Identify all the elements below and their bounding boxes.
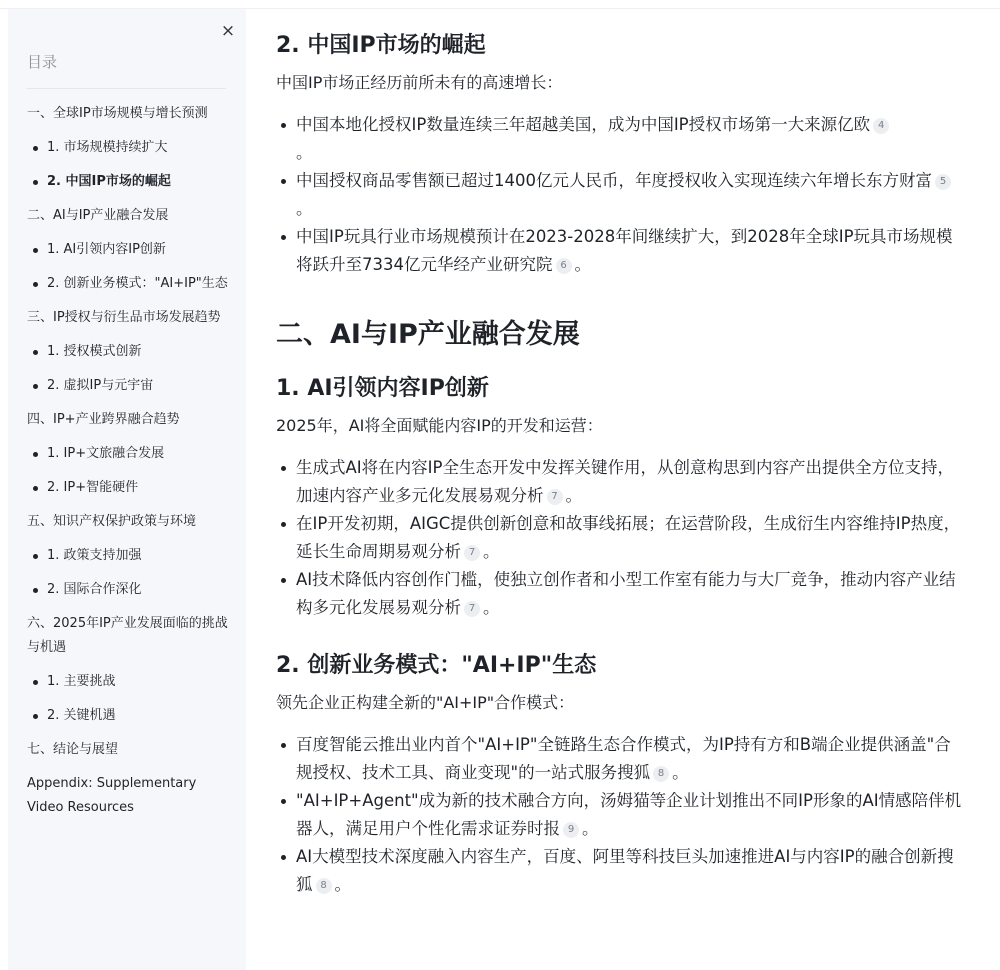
citation-badge[interactable]: 8 — [316, 878, 332, 894]
section-lead: 2025年，AI将全面赋能内容IP的开发和运营： — [276, 416, 603, 435]
list-item — [276, 454, 966, 510]
list-item-text: 在IP开发初期，AIGC提供创新创意和故事线拓展；在运营阶段，生成衍生内容维持IP热度，延长生命周期易观分析 — [296, 514, 961, 561]
toc-item-international-cooperation[interactable]: 2. 国际合作深化 — [27, 578, 232, 602]
list-item-tail: 。 — [296, 199, 313, 218]
close-icon[interactable]: × — [220, 21, 236, 41]
list-item-tail: 。 — [483, 542, 500, 561]
citation-badge[interactable]: 4 — [873, 118, 889, 134]
toc-item-section-7[interactable]: 七、结论与展望 — [27, 742, 119, 757]
toc-item-virtual-ip[interactable]: 2. 虚拟IP与元宇宙 — [27, 374, 232, 398]
list-item-text: 中国本地化授权IP数量连续三年超越美国，成为中国IP授权市场第一大来源亿欧 — [296, 115, 871, 134]
toc-item-appendix[interactable]: Appendix: Supplementary Video Resources — [27, 776, 197, 815]
toc-item-ip-hardware[interactable]: 2. IP+智能硬件 — [27, 476, 232, 500]
toc-sidebar — [8, 9, 246, 970]
list-item-text: AI大模型技术深度融入内容生产，百度、阿里等科技巨头加速推进AI与内容IP的融合创新搜狐 — [296, 847, 954, 894]
toc-item-section-5[interactable]: 五、知识产权保护政策与环境 — [27, 514, 197, 529]
list-item-text: 中国授权商品零售额已超过1400亿元人民币，年度授权收入实现连续六年增长东方财富 — [296, 171, 932, 190]
toc-item-section-4[interactable]: 四、IP+产业跨界融合趋势 — [27, 412, 180, 427]
toc-item-market-scale[interactable]: 1. 市场规模持续扩大 — [27, 136, 232, 160]
toc-divider — [27, 88, 226, 89]
bullet-list — [276, 454, 966, 622]
list-item-tail: 。 — [334, 875, 351, 894]
list-item — [276, 510, 966, 566]
citation-badge[interactable]: 7 — [464, 601, 480, 617]
toc-item-section-3[interactable]: 三、IP授权与衍生品市场发展趋势 — [27, 310, 221, 325]
toc-item-ai-content-ip[interactable]: 1. AI引领内容IP创新 — [27, 238, 232, 262]
citation-badge[interactable]: 5 — [935, 174, 951, 190]
list-item — [276, 566, 966, 622]
list-item — [276, 843, 966, 899]
list-item — [276, 731, 966, 787]
top-border — [0, 0, 1000, 9]
article-content — [276, 24, 966, 899]
section-heading-ai-ip-ecosystem: 2. 创新业务模式："AI+IP"生态 — [276, 653, 597, 678]
citation-badge[interactable]: 6 — [556, 258, 572, 274]
list-item — [276, 167, 966, 223]
list-item-text: 百度智能云推出业内首个"AI+IP"全链路生态合作模式，为IP持有方和B端企业提供涵盖"合规授权、技术工具、商业变现"的一站式服务搜狐 — [296, 735, 951, 782]
list-item-tail: 。 — [565, 486, 582, 505]
citation-badge[interactable]: 7 — [547, 489, 563, 505]
citation-badge[interactable]: 7 — [464, 545, 480, 561]
list-item-tail: 。 — [574, 255, 591, 274]
toc-title: 目录 — [27, 53, 58, 71]
list-item-tail: 。 — [672, 763, 689, 782]
section-lead: 领先企业正构建全新的"AI+IP"合作模式： — [276, 693, 575, 712]
list-item-tail: 。 — [296, 143, 313, 162]
toc-list — [27, 102, 232, 820]
toc-item-section-6[interactable]: 六、2025年IP产业发展面临的挑战与机遇 — [27, 616, 228, 655]
list-item-tail: 。 — [483, 598, 500, 617]
list-item — [276, 111, 966, 167]
list-item-text: 中国IP玩具行业市场规模预计在2023-2028年间继续扩大，到2028年全球IP玩具市场规模将跃升至7334亿元华经产业研究院 — [296, 227, 953, 274]
section-lead: 中国IP市场正经历前所未有的高速增长： — [276, 73, 563, 92]
toc-item-licensing-innovation[interactable]: 1. 授权模式创新 — [27, 340, 232, 364]
main-heading-ai-ip: 二、AI与IP产业融合发展 — [276, 319, 580, 350]
citation-badge[interactable]: 9 — [563, 822, 579, 838]
toc-item-main-challenges[interactable]: 1. 主要挑战 — [27, 670, 232, 694]
toc-item-policy-support[interactable]: 1. 政策支持加强 — [27, 544, 232, 568]
citation-badge[interactable]: 8 — [653, 766, 669, 782]
bullet-list — [276, 111, 966, 279]
list-item-text: "AI+IP+Agent"成为新的技术融合方向，汤姆猫等企业计划推出不同IP形象的AI情感陪伴机器人，满足用户个性化需求证券时报 — [296, 791, 962, 838]
toc-item-china-ip-rise[interactable]: 2. 中国IP市场的崛起 — [27, 170, 232, 194]
list-item — [276, 223, 966, 279]
list-item-text: 生成式AI将在内容IP全生态开发中发挥关键作用，从创意构思到内容产出提供全方位支持，加速内容产业多元化发展易观分析 — [296, 458, 954, 505]
toc-item-section-2[interactable]: 二、AI与IP产业融合发展 — [27, 208, 169, 223]
section-heading-china-ip-rise: 2. 中国IP市场的崛起 — [276, 33, 486, 58]
list-item-tail: 。 — [582, 819, 599, 838]
section-heading-ai-content-ip: 1. AI引领内容IP创新 — [276, 376, 489, 401]
toc-item-ip-tourism[interactable]: 1. IP+文旅融合发展 — [27, 442, 232, 466]
list-item-text: AI技术降低内容创作门槛，使独立创作者和小型工作室有能力与大厂竞争，推动内容产业结构多元化发展易观分析 — [296, 570, 956, 617]
toc-item-section-1[interactable]: 一、全球IP市场规模与增长预测 — [27, 106, 208, 121]
toc-item-key-opportunities[interactable]: 2. 关键机遇 — [27, 704, 232, 728]
list-item — [276, 787, 966, 843]
toc-item-ai-ip-ecosystem[interactable]: 2. 创新业务模式："AI+IP"生态 — [27, 272, 232, 296]
bullet-list — [276, 731, 966, 899]
